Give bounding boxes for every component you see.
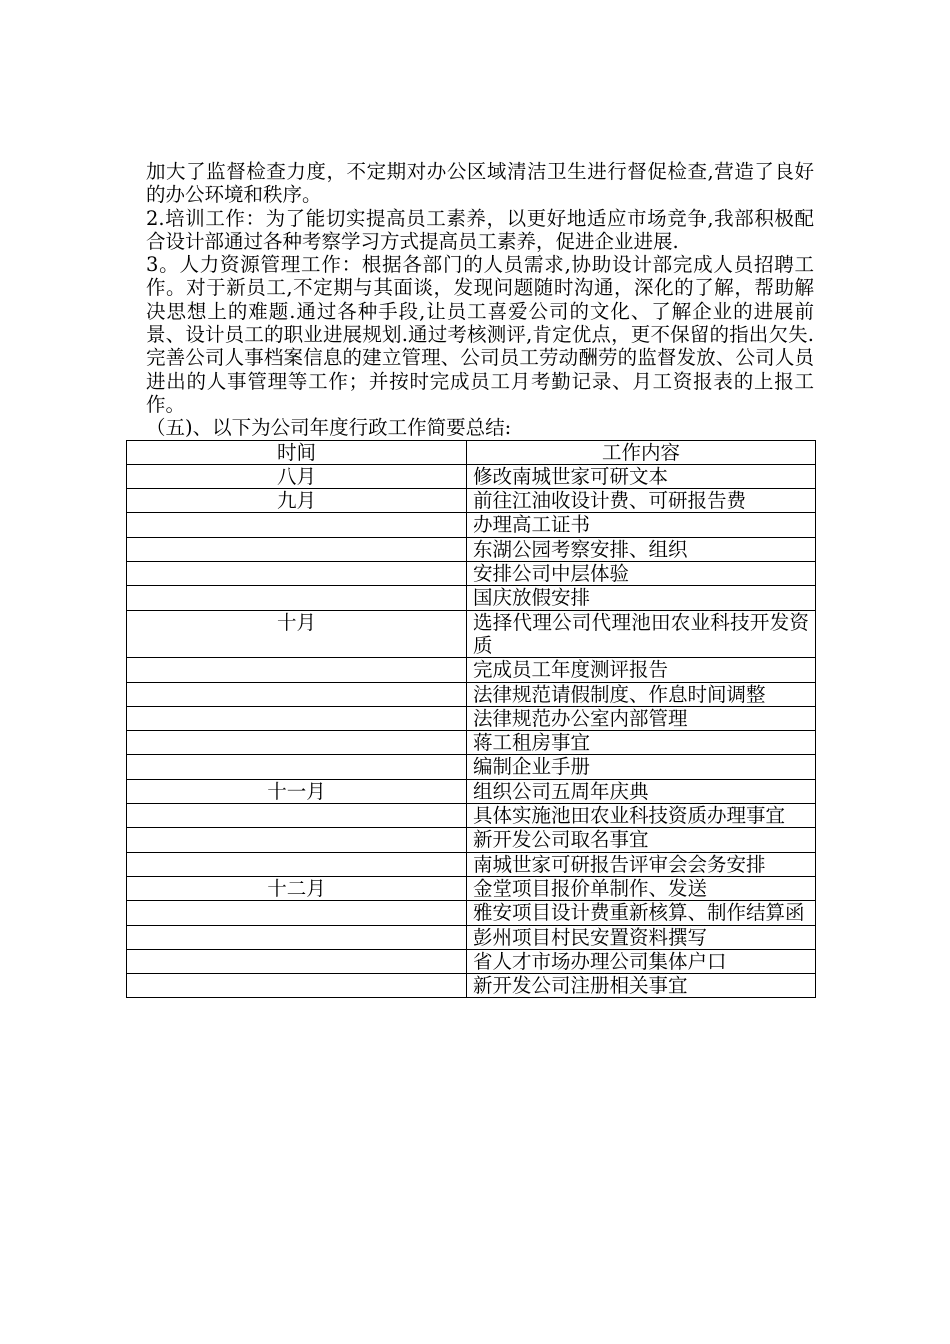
month-cell xyxy=(127,513,467,537)
month-cell xyxy=(127,706,467,730)
table-row xyxy=(127,586,816,610)
table-header-row xyxy=(127,440,816,464)
content-cell: 蒋工租房事宜 xyxy=(467,731,816,755)
content-cell: 国庆放假安排 xyxy=(467,586,816,610)
month-cell xyxy=(127,852,467,876)
content-cell: 东湖公园考察安排、组织 xyxy=(467,537,816,561)
month-cell: 十一月 xyxy=(127,779,467,803)
content-cell: 具体实施池田农业科技资质办理事宜 xyxy=(467,804,816,828)
table-row xyxy=(127,489,816,513)
content-cell: 办理高工证书 xyxy=(467,513,816,537)
paragraph-hr: 3。人力资源管理工作：根据各部门的人员需求,协助设计部完成人员招聘工作。对于新员工,不定期与其面谈，发现问题随时沟通，深化的了解，帮助解决思想上的难题.通过各种手段,让员工喜爱公司的文化、了解企业的进展前景、设计员工的职业进展规划.通过考核测评,肯定优点，更不保留的指出欠失.完善公司人事档案信息的建立管理、公司员工劳动酬劳的监督发放、公司人员进出的人事管理等工作；并按时完成员工月考勤记录、月工资报表的上报工作。 xyxy=(146,253,814,416)
table-row xyxy=(127,658,816,682)
table-row xyxy=(127,731,816,755)
content-cell: 完成员工年度测评报告 xyxy=(467,658,816,682)
content-cell: 彭州项目村民安置资料撰写 xyxy=(467,925,816,949)
month-cell: 十月 xyxy=(127,610,467,658)
table-row xyxy=(127,974,816,998)
month-cell xyxy=(127,974,467,998)
table-row xyxy=(127,464,816,488)
table-row xyxy=(127,537,816,561)
content-cell: 南城世家可研报告评审会会务安排 xyxy=(467,852,816,876)
month-cell xyxy=(127,949,467,973)
month-cell xyxy=(127,925,467,949)
content-cell: 前往江油收设计费、可研报告费 xyxy=(467,489,816,513)
content-cell: 法律规范办公室内部管理 xyxy=(467,706,816,730)
content-cell: 新开发公司取名事宜 xyxy=(467,828,816,852)
table-row xyxy=(127,513,816,537)
content-cell: 修改南城世家可研文本 xyxy=(467,464,816,488)
table-row xyxy=(127,804,816,828)
table-row xyxy=(127,876,816,900)
month-cell xyxy=(127,828,467,852)
table-row xyxy=(127,925,816,949)
month-cell xyxy=(127,658,467,682)
content-cell: 金堂项目报价单制作、发送 xyxy=(467,876,816,900)
paragraph-training: 2.培训工作：为了能切实提高员工素养，以更好地适应市场竞争,我部积极配合设计部通过各种考察学习方式提高员工素养，促进企业进展. xyxy=(146,206,814,253)
document-page xyxy=(146,160,814,998)
content-cell: 选择代理公司代理池田农业科技开发资质 xyxy=(467,610,816,658)
content-cell: 雅安项目设计费重新核算、制作结算函 xyxy=(467,901,816,925)
month-cell xyxy=(127,731,467,755)
content-cell: 组织公司五周年庆典 xyxy=(467,779,816,803)
header-time: 时间 xyxy=(127,440,467,464)
table-row xyxy=(127,828,816,852)
month-cell xyxy=(127,537,467,561)
table-row xyxy=(127,949,816,973)
month-cell: 十二月 xyxy=(127,876,467,900)
header-content: 工作内容 xyxy=(467,440,816,464)
table-row xyxy=(127,901,816,925)
month-cell: 九月 xyxy=(127,489,467,513)
table-row xyxy=(127,610,816,658)
content-cell: 法律规范请假制度、作息时间调整 xyxy=(467,682,816,706)
month-cell xyxy=(127,586,467,610)
table-row xyxy=(127,852,816,876)
month-cell: 八月 xyxy=(127,464,467,488)
month-cell xyxy=(127,901,467,925)
table-intro: （五)、以下为公司年度行政工作简要总结: xyxy=(146,416,512,440)
month-cell xyxy=(127,755,467,779)
table-row xyxy=(127,779,816,803)
work-summary-table xyxy=(126,440,816,999)
content-cell: 新开发公司注册相关事宜 xyxy=(467,974,816,998)
month-cell xyxy=(127,682,467,706)
content-cell: 编制企业手册 xyxy=(467,755,816,779)
table-row xyxy=(127,755,816,779)
table-row xyxy=(127,682,816,706)
content-cell: 省人才市场办理公司集体户口 xyxy=(467,949,816,973)
table-row xyxy=(127,562,816,586)
month-cell xyxy=(127,562,467,586)
month-cell xyxy=(127,804,467,828)
paragraph-hygiene: 加大了监督检查力度，不定期对办公区域清洁卫生进行督促检查,营造了良好的办公环境和秩序。 xyxy=(146,160,814,207)
content-cell: 安排公司中层体验 xyxy=(467,562,816,586)
table-row xyxy=(127,706,816,730)
